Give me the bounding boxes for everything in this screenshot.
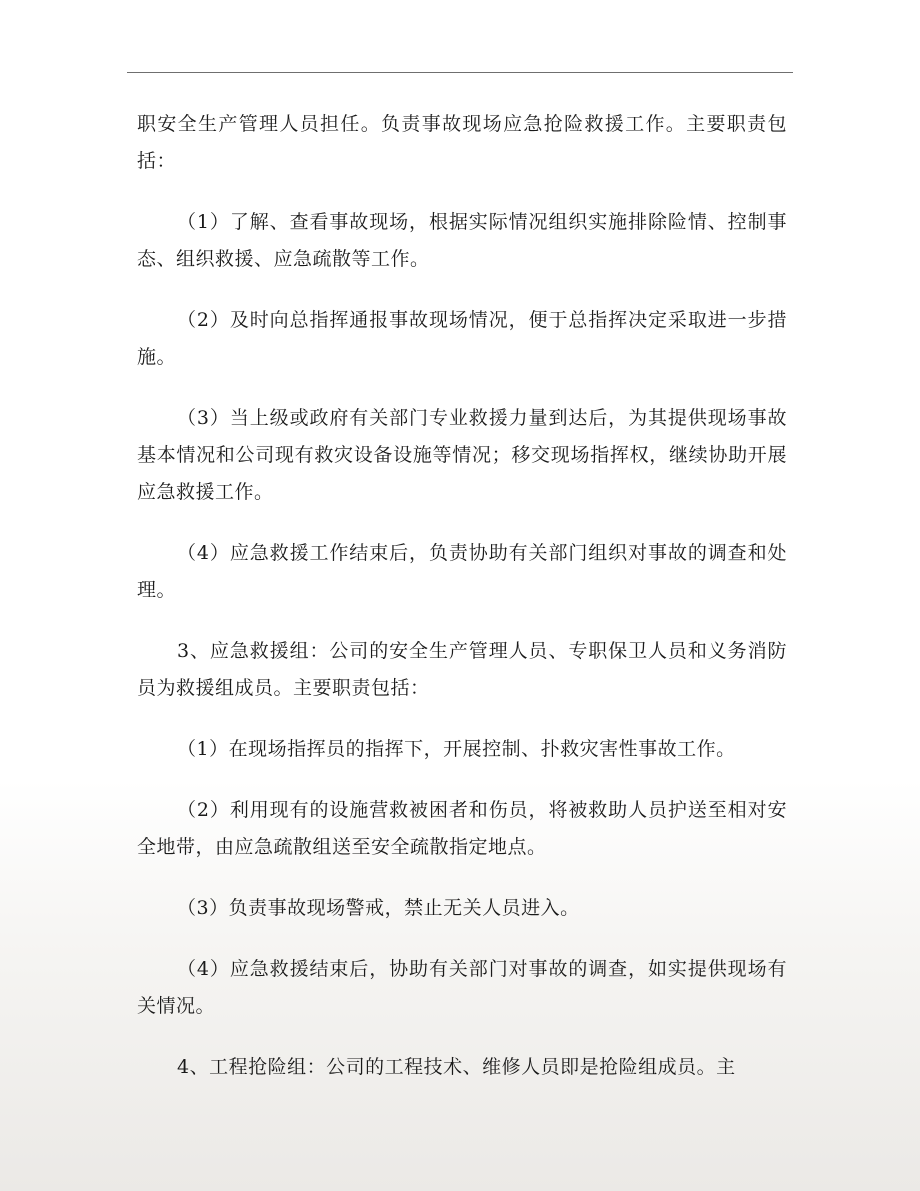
paragraph-7: （1）在现场指挥员的指挥下，开展控制、扑救灾害性事故工作。 xyxy=(177,738,736,760)
paragraph-10: （4）应急救援结束后，协助有关部门对事故的调查，如实提供现场有关情况。 xyxy=(137,958,787,1017)
header-rule xyxy=(127,72,793,73)
paragraph-5: （4）应急救援工作结束后，负责协助有关部门组织对事故的调查和处理。 xyxy=(137,542,787,601)
paragraph-1: 职安全生产管理人员担任。负责事故现场应急抢险救援工作。主要职责包括： xyxy=(137,113,787,172)
paragraph-3: （2）及时向总指挥通报事故现场情况，便于总指挥决定采取进一步措施。 xyxy=(137,309,787,368)
paragraph-8: （2）利用现有的设施营救被困者和伤员，将被救助人员护送至相对安全地带，由应急疏散组送至安全疏散指定地点。 xyxy=(137,799,787,858)
paragraph-9: （3）负责事故现场警戒，禁止无关人员进入。 xyxy=(177,897,580,919)
paragraph-6: 3、应急救援组：公司的安全生产管理人员、专职保卫人员和义务消防员为救援组成员。主要职责包括： xyxy=(137,640,787,699)
paragraph-11: 4、工程抢险组：公司的工程技术、维修人员即是抢险组成员。主 xyxy=(177,1056,736,1078)
document-body xyxy=(137,106,787,1110)
paragraph-2: （1）了解、查看事故现场，根据实际情况组织实施排除险情、控制事态、组织救援、应急疏散等工作。 xyxy=(137,211,787,270)
paragraph-4: （3）当上级或政府有关部门专业救援力量到达后，为其提供现场事故基本情况和公司现有救灾设备设施等情况；移交现场指挥权，继续协助开展应急救援工作。 xyxy=(137,407,787,503)
